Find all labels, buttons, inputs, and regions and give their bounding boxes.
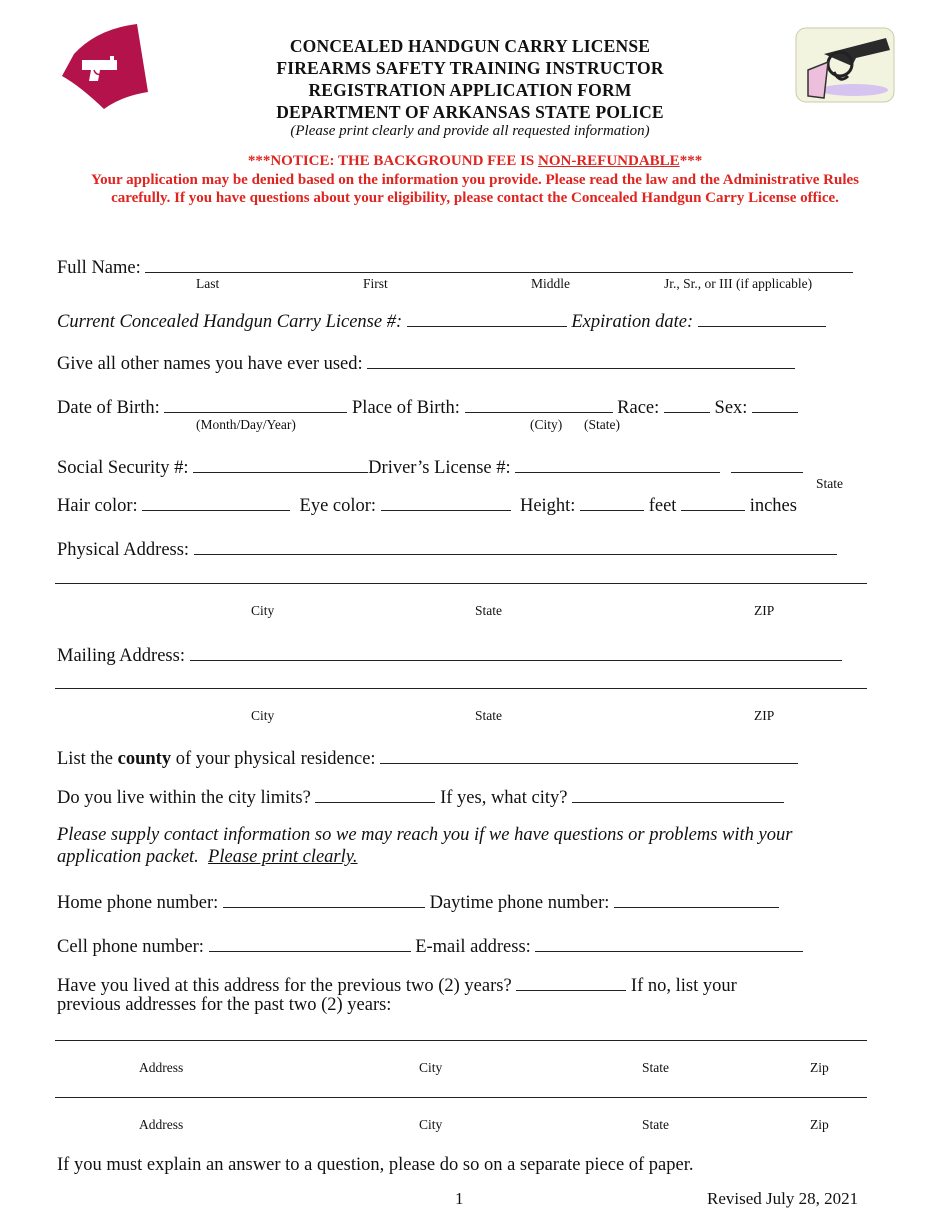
dl-label: Driver’s License #: xyxy=(368,458,511,478)
lived-prev-row xyxy=(57,995,391,1016)
notice-block xyxy=(55,152,895,208)
name-part-first: First xyxy=(363,276,388,291)
prev2-state-hint: State xyxy=(642,1117,669,1132)
pob-label: Place of Birth: xyxy=(352,398,460,418)
height-label: Height: xyxy=(519,496,576,516)
city-limits-label: Do you live within the city limits? xyxy=(57,788,311,808)
mailing-address-label: Mailing Address: xyxy=(57,646,185,666)
county-label-bold: county xyxy=(117,749,172,769)
prev2-city-hint: City xyxy=(419,1117,443,1132)
explain-text: If you must explain an answer to a question, please do so on a separate piece of paper. xyxy=(57,1155,694,1175)
other-names-row xyxy=(57,351,795,375)
height-feet-field[interactable] xyxy=(580,493,644,511)
mailing-zip-hint: ZIP xyxy=(754,708,775,723)
daytime-phone-label: Daytime phone number: xyxy=(429,893,610,913)
notice-post: *** xyxy=(679,153,703,169)
revolver-clipart-icon xyxy=(794,26,896,104)
dl-field[interactable] xyxy=(515,455,720,473)
physical-state-hint: State xyxy=(475,603,502,618)
full-name-label: Full Name: xyxy=(57,258,141,278)
cell-phone-label: Cell phone number: xyxy=(57,937,204,957)
revised-date: Revised July 28, 2021 xyxy=(707,1189,859,1208)
handgun-logo-icon xyxy=(62,24,152,109)
dl-state-field[interactable] xyxy=(731,455,803,473)
other-names-field[interactable] xyxy=(367,351,795,369)
lived-question: Have you lived at this address for the previous two (2) years? xyxy=(57,976,512,996)
lived-prev-label: previous addresses for the past two (2) years: xyxy=(57,995,392,1015)
name-part-middle: Middle xyxy=(531,276,570,291)
form-header xyxy=(200,35,740,140)
notice-title xyxy=(55,152,895,171)
phone-row xyxy=(57,890,779,914)
physical-address-row xyxy=(57,537,837,561)
dob-label: Date of Birth: xyxy=(57,398,160,418)
county-field[interactable] xyxy=(380,746,798,764)
expiration-field[interactable] xyxy=(698,309,826,327)
home-phone-label: Home phone number: xyxy=(57,893,219,913)
current-license-row xyxy=(57,309,826,333)
prev-address-line-1[interactable] xyxy=(55,1040,867,1041)
daytime-phone-field[interactable] xyxy=(614,890,779,908)
cell-email-row xyxy=(57,934,803,958)
mailing-address-row xyxy=(57,643,842,667)
pob-state-hint: (State) xyxy=(584,417,620,432)
lived-answer-field[interactable] xyxy=(516,973,626,991)
hair-label: Hair color: xyxy=(57,496,138,516)
mailing-address-field[interactable] xyxy=(190,643,842,661)
name-part-last: Last xyxy=(196,276,220,291)
mailing-address-line-2[interactable] xyxy=(55,688,867,689)
hair-field[interactable] xyxy=(142,493,290,511)
race-field[interactable] xyxy=(664,395,710,413)
pob-city-hint: (City) xyxy=(530,417,563,432)
header-line-3: REGISTRATION APPLICATION FORM xyxy=(308,80,632,100)
what-city-label: If yes, what city? xyxy=(440,788,568,808)
inches-label: inches xyxy=(749,496,797,516)
email-label: E-mail address: xyxy=(415,937,531,957)
lived-row xyxy=(57,973,737,997)
sex-field[interactable] xyxy=(752,395,798,413)
full-name-field[interactable] xyxy=(145,255,853,273)
eye-field[interactable] xyxy=(381,493,511,511)
lived-if-no: If no, list your xyxy=(630,976,737,996)
email-field[interactable] xyxy=(535,934,803,952)
county-label-post: of your physical residence: xyxy=(171,749,376,769)
current-license-label: Current Concealed Handgun Carry License #: xyxy=(57,312,403,332)
notice-pre: ***NOTICE: THE BACKGROUND FEE IS xyxy=(247,153,538,169)
notice-body: Your application may be denied based on the information you provide. Please read the law and the Administrative Rules carefully. If you have questions about your eligibility, please contact the Concealed Handgun Carry License office. xyxy=(91,171,859,206)
city-limits-row xyxy=(57,785,784,809)
county-row xyxy=(57,746,798,770)
dob-hint: (Month/Day/Year) xyxy=(196,417,296,432)
prev1-city-hint: City xyxy=(419,1060,443,1075)
contact-note-text: Please supply contact information so we may reach you if we have questions or problems with your application packet. xyxy=(57,825,793,867)
race-label: Race: xyxy=(617,398,660,418)
physical-address-field[interactable] xyxy=(194,537,837,555)
what-city-field[interactable] xyxy=(572,785,784,803)
header-subtitle: (Please print clearly and provide all requested information) xyxy=(290,123,650,139)
physical-address-line-2[interactable] xyxy=(55,583,867,584)
prev2-zip-hint: Zip xyxy=(810,1117,829,1132)
eye-label: Eye color: xyxy=(299,496,377,516)
current-license-field[interactable] xyxy=(407,309,567,327)
pob-field[interactable] xyxy=(465,395,613,413)
county-label-pre: List the xyxy=(57,749,118,769)
cell-phone-field[interactable] xyxy=(209,934,411,952)
ssn-field[interactable] xyxy=(193,455,368,473)
header-line-1: CONCEALED HANDGUN CARRY LICENSE xyxy=(289,36,651,56)
explain-row xyxy=(57,1155,694,1176)
city-limits-field[interactable] xyxy=(315,785,435,803)
name-part-suffix: Jr., Sr., or III (if applicable) xyxy=(664,276,813,291)
other-names-label: Give all other names you have ever used: xyxy=(57,354,363,374)
prev1-address-hint: Address xyxy=(139,1060,184,1075)
prev1-state-hint: State xyxy=(642,1060,669,1075)
mailing-city-hint: City xyxy=(251,708,275,723)
home-phone-field[interactable] xyxy=(223,890,425,908)
sex-label: Sex: xyxy=(714,398,748,418)
feet-label: feet xyxy=(648,496,677,516)
ssn-dl-row xyxy=(57,455,803,479)
appearance-row xyxy=(57,493,797,517)
dob-field[interactable] xyxy=(164,395,347,413)
mailing-state-hint: State xyxy=(475,708,502,723)
physical-address-label: Physical Address: xyxy=(57,540,190,560)
dl-state-hint: State xyxy=(816,476,843,491)
notice-non-refundable: NON-REFUNDABLE xyxy=(538,153,680,169)
physical-zip-hint: ZIP xyxy=(754,603,775,618)
birth-row xyxy=(57,395,798,419)
physical-city-hint: City xyxy=(251,603,275,618)
page-number: 1 xyxy=(455,1189,464,1208)
prev2-address-hint: Address xyxy=(139,1117,184,1132)
contact-print-clearly: Please print clearly. xyxy=(208,847,358,867)
header-line-2: FIREARMS SAFETY TRAINING INSTRUCTOR xyxy=(276,58,664,78)
expiration-label: Expiration date: xyxy=(571,312,694,332)
prev-address-line-2[interactable] xyxy=(55,1097,867,1098)
contact-note xyxy=(57,824,875,868)
prev1-zip-hint: Zip xyxy=(810,1060,829,1075)
ssn-label: Social Security #: xyxy=(57,458,189,478)
height-inches-field[interactable] xyxy=(681,493,745,511)
header-line-4: DEPARTMENT OF ARKANSAS STATE POLICE xyxy=(276,102,664,122)
